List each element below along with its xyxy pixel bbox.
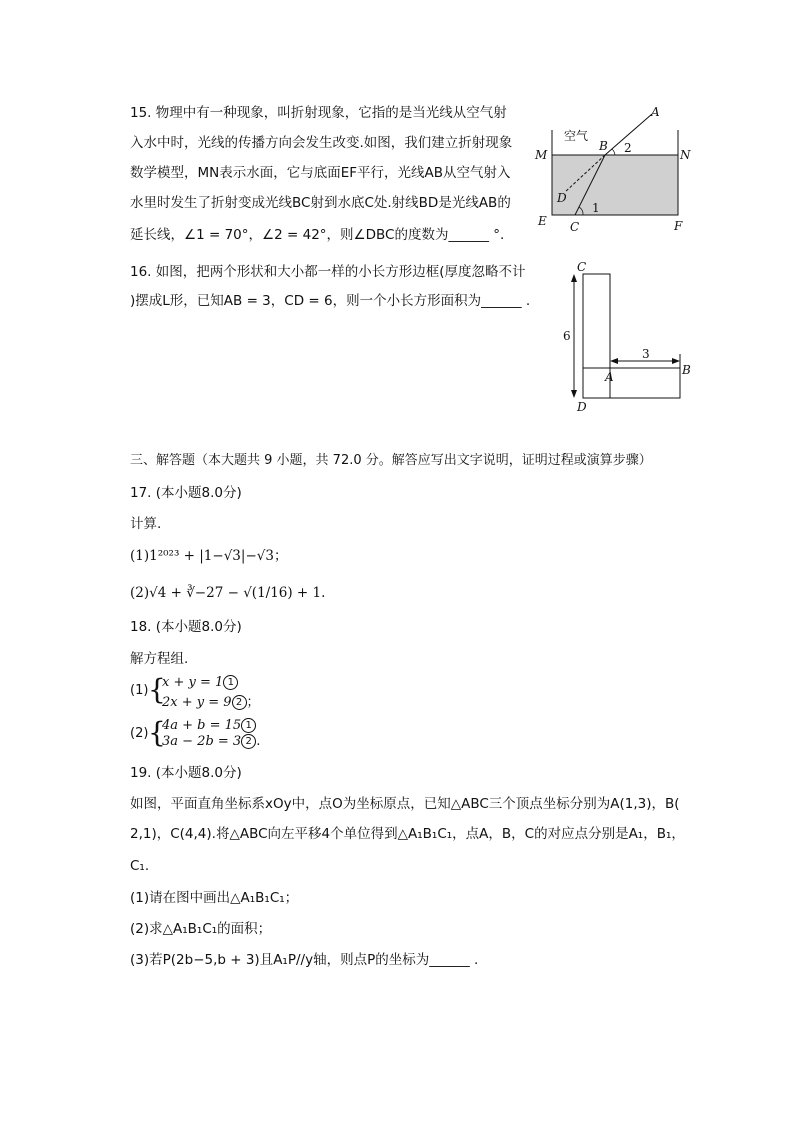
label-a: A: [651, 105, 660, 119]
label-a16: A: [605, 370, 614, 384]
label-b: B: [599, 139, 608, 153]
q17-heading: 17. (本小题8.0分): [130, 485, 242, 501]
q19-line-1: 如图，平面直角坐标系xOy中，点O为坐标原点，已知△ABC三个顶点坐标分别为A(1,3)，B(: [130, 796, 680, 812]
refraction-figure: [530, 100, 700, 240]
ab-arrow-left: [610, 358, 618, 364]
q15-line-4: 水里时发生了折射变成光线BC射到水底C处.射线BD是光线AB的: [130, 195, 511, 211]
q18-s2-label: (2): [130, 726, 149, 741]
label-n: N: [680, 148, 691, 162]
q18-s1-eq1: x + y = 1 1: [162, 675, 238, 690]
q18-s1-eq2: 2x + y = 9 2 ；: [162, 695, 260, 710]
q19-part-1: (1)请在图中画出△A₁B₁C₁；: [130, 890, 299, 906]
water-region: [552, 155, 678, 215]
q19-line-2: 2,1)，C(4,4).将△ABC向左平移4个单位得到△A₁B₁C₁，点A，B，C的对应点分别是A₁，B₁，: [130, 826, 685, 842]
q15-line-3: 数学模型，MN表示水面，它与底面EF平行，光线AB从空气射入: [130, 165, 511, 181]
angle-2-arc: [612, 149, 615, 155]
label-air: 空气: [564, 129, 589, 143]
label-angle-2: 2: [624, 141, 632, 155]
label-angle-1: 1: [592, 201, 600, 215]
q15-line-2: 入水中时，光线的传播方向会发生改变.如图，我们建立折射现象: [130, 135, 513, 151]
q19-part-3: (3)若P(2b−5,b + 3)且A₁P//y轴，则点P的坐标为______ .: [130, 952, 479, 968]
section-3-heading: 三、解答题（本大题共 9 小题，共 72.0 分。解答应写出文字说明，证明过程或演算步骤）: [130, 453, 652, 468]
q15-line-1: 15. 物理中有一种现象，叫折射现象，它指的是当光线从空气射: [130, 105, 507, 121]
cd-arrow-top: [571, 274, 577, 282]
q18-s1-brace: {: [148, 673, 166, 706]
q17-part-1: (1)1²⁰²³ + |1−√3|−√3；: [130, 548, 288, 564]
q18-s2-brace: {: [148, 716, 166, 749]
label-b16: B: [682, 363, 691, 377]
q16-line-1: 16. 如图，把两个形状和大小都一样的小长方形边框(厚度忽略不计: [130, 264, 526, 280]
cd-arrow-bottom: [571, 390, 577, 398]
q17-instruction: 计算.: [130, 516, 162, 532]
label-d16: D: [577, 400, 587, 414]
label-e: E: [538, 214, 547, 228]
q19-line-3: C₁.: [130, 858, 150, 874]
q18-s2-eq2: 3a − 2b = 3 2 .: [162, 734, 261, 749]
q18-s1-label: (1): [130, 683, 149, 698]
q16-line-2: )摆成L形，已知AB = 3，CD = 6，则一个小长方形面积为______ .: [130, 293, 531, 309]
label-six: 6: [563, 329, 571, 343]
ab-arrow-right: [672, 358, 680, 364]
q18-s2-eq1: 4a + b = 15 1: [162, 718, 256, 733]
q17-part-2: (2)√4 + ∛−27 − √(1/16) + 1.: [130, 585, 326, 601]
q18-instruction: 解方程组.: [130, 651, 189, 667]
q18-heading: 18. (本小题8.0分): [130, 619, 242, 635]
l-shape-figure: [555, 258, 695, 418]
label-d: D: [557, 191, 567, 205]
q15-line-5: 延长线，∠1 = 70°，∠2 = 42°，则∠DBC的度数为______ °.: [130, 227, 505, 243]
label-three: 3: [642, 347, 650, 361]
label-f: F: [674, 219, 683, 233]
horizontal-rectangle: [583, 368, 680, 398]
label-c16: C: [577, 260, 587, 274]
q19-heading: 19. (本小题8.0分): [130, 765, 242, 781]
label-m: M: [535, 148, 548, 162]
label-c: C: [570, 220, 580, 234]
q19-part-2: (2)求△A₁B₁C₁的面积；: [130, 921, 272, 937]
